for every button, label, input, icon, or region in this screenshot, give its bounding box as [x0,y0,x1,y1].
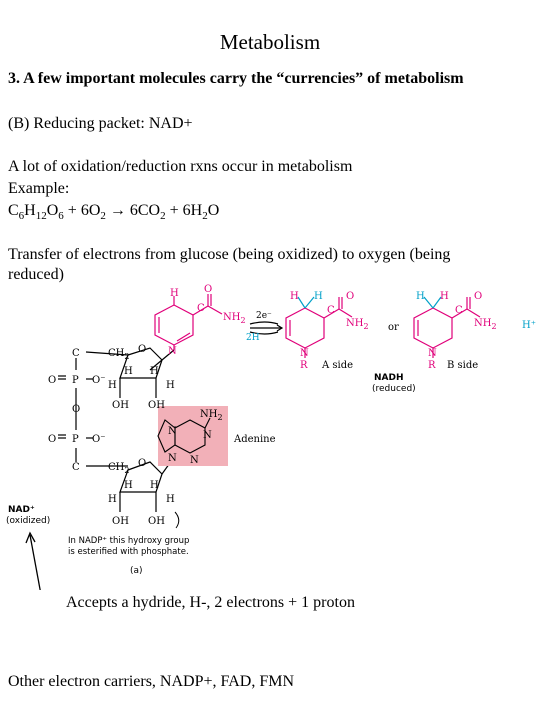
ribose1-h3: H [108,380,117,391]
ribose2-h2: H [150,480,159,491]
para1-line1: A lot of oxidation/reduction rxns occur in metabolism [8,158,353,175]
adenine-n1: N [168,426,177,437]
oxidized-label: (oxidized) [6,516,51,526]
phosphate2-o-double: O [48,434,57,445]
nadh-a-h1: H [290,291,299,302]
para1-line2: Example: [8,180,70,197]
nad-oxidized-label: NAD⁺ [8,505,35,515]
nadp-note-line2: is esterified with phosphate. [68,547,189,557]
ribose1-oh1: OH [112,400,129,411]
nadh-b-h2: H [440,291,449,302]
nadh-ring-a [286,297,352,358]
nadh-a-n: N [300,348,309,359]
ribose2-h1: H [124,480,133,491]
phosphate1-o-double: O [48,375,57,386]
nadh-a-nh2: $NH_2$ [346,318,369,331]
two-electrons-label: 2e⁻ [256,311,272,321]
adenine-n4: N [190,455,199,466]
nadh-a-o: O [346,291,355,302]
nad-c-label: C [197,303,205,314]
accepts-arrow [26,533,42,590]
bridge-o: O [72,404,81,415]
ch2-label-1: $CH_2$ [108,348,130,361]
ribose2-oh2: OH [148,516,165,527]
page-title: Metabolism [219,30,321,54]
ribose2-h3: H [108,494,117,505]
b-side-label: B side [447,360,479,371]
nadh-b-nh2: $NH_2$ [474,318,497,331]
nad-structure-figure [0,280,540,590]
a-side-label: A side [322,360,354,371]
nadh-b-hydrogens [424,297,441,308]
ribose1-h2: H [150,366,159,377]
nad-nicotinamide-ring [155,294,222,350]
note-pointer [175,512,179,528]
section-heading: 3. A few important molecules carry the “currencies” of metabolism [8,70,464,87]
nad-nh2-label: $NH_2$ [223,312,246,325]
reduced-label: (reduced) [372,384,416,394]
nadh-label: NADH [374,373,404,383]
para2-line1: Transfer of electrons from glucose (being oxidized) to oxygen (being [8,246,451,263]
nadh-b-o: O [474,291,483,302]
ribose1-h4: H [166,380,175,391]
ribose2-h4: H [166,494,175,505]
nadh-b-c: C [455,305,463,316]
two-h-label: 2H [246,333,260,343]
ribose2-o: O [138,458,147,469]
para2-line2: reduced) [8,266,64,283]
nadh-b-n: N [428,348,437,359]
phosphate1-o-minus: O⁻ [92,375,106,386]
equation: $C_6H_{12}O_6 + 6O_2 \to 6CO_2 + 6H_2O$ [8,202,220,223]
phosphate1-p: P [72,375,79,386]
accepts-hydride-text: Accepts a hydride, H-, 2 electrons + 1 proton [66,594,355,611]
phosphate2-o-minus: O⁻ [92,434,106,445]
nadh-a-h2: H [314,291,323,302]
nadh-a-c: C [327,305,335,316]
nadh-b-h1: H [416,291,425,302]
backbone-c2: C [72,462,80,473]
nadh-a-r: R [300,360,308,371]
subheading: (B) Reducing packet: NAD+ [8,115,193,132]
ribose1-o: O [138,344,147,355]
ribose1-h1: H [124,366,133,377]
adenine-nh2: $NH_2$ [200,409,223,422]
ribose2-oh1: OH [112,516,129,527]
phosphate2-p: P [72,434,79,445]
nadh-b-r: R [428,360,436,371]
figure-part-label: (a) [130,566,143,576]
nad-n-label: N [168,346,177,357]
or-label: or [388,322,399,333]
adenine-label: Adenine [234,434,276,445]
adenine-n2: N [203,430,212,441]
nadh-ring-b [414,297,480,358]
ch2-label-2: $CH_2$ [108,462,130,475]
nadp-note-line1: In NADP⁺ this hydroxy group [68,536,190,546]
nadh-a-hydrogens [298,297,314,308]
h-plus-label: H⁺ [522,320,536,331]
ribose1-oh2: OH [148,400,165,411]
backbone-c1: C [72,348,80,359]
nad-o-label: O [204,284,213,295]
adenine-n3: N [168,453,177,464]
nad-h-label: H [170,288,179,299]
other-carriers-text: Other electron carriers, NADP+, FAD, FMN [8,673,294,690]
